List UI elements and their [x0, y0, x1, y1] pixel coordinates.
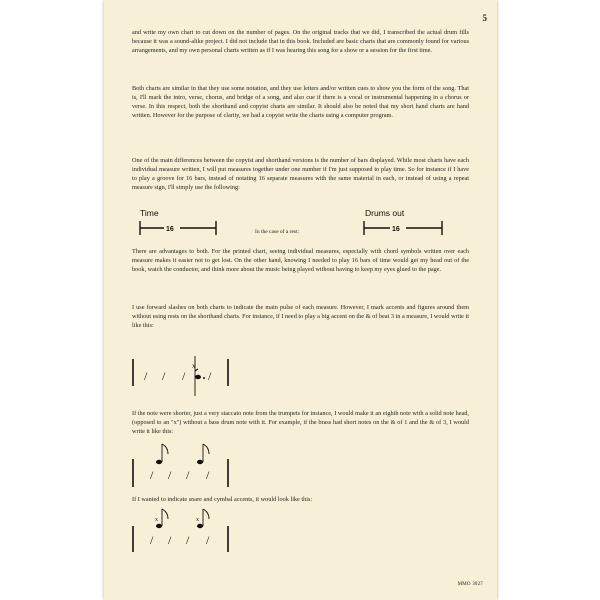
- snare-notehead: [156, 524, 162, 528]
- book-page: [104, 0, 497, 600]
- multi-measure-examples: [128, 204, 473, 244]
- paragraph-2: Both charts are similar in that they use some notation, and they use letters and/or written cues to show you the form of the song. That is, I'll mark the intro, verse, chorus, and bridge of a song, and also cue if there is a vocal or instrumental happening in a chorus or verse. In this respect, both the shorthand and copyist charts are similar. It should also be noted that my short hand charts are hand written. However for the purpose of clarity, we had a copyist write the charts using a computer program.: [132, 85, 469, 119]
- slash-beat: /: [186, 533, 190, 547]
- time-label: Time: [140, 208, 159, 218]
- slash-beat: /: [206, 468, 210, 482]
- slash-beat: /: [182, 369, 186, 383]
- slash-beat: /: [186, 468, 190, 482]
- paragraph-7: If I wanted to indicate snare and cymbal accents, it would look like this:: [132, 496, 313, 503]
- dot: [203, 377, 205, 379]
- slash-beat: /: [168, 468, 172, 482]
- rest-bar-count: 16: [392, 226, 400, 233]
- paragraph-3: One of the main differences between the copyist and shorthand versions is the number of bars displayed. While most charts have each individual measure written, I will put measures together under one number if I'm just supposed to play time. So for instance if I have to play a groove for 16 bars, instead of notating 16 separate measures with the same material in each, or instead of using a repeat measure sign, I'll simply use the following:: [132, 157, 469, 191]
- catalog-footer: MMO 3027: [457, 582, 483, 587]
- page-number: 5: [482, 13, 487, 23]
- time-bar-count: 16: [166, 226, 174, 233]
- x-notehead: x: [192, 362, 196, 370]
- drums-out-label: Drums out: [365, 208, 405, 218]
- eighth-notehead: [156, 460, 162, 464]
- note-flag: [162, 509, 168, 519]
- note-flag: [162, 444, 168, 454]
- slash-beat: /: [168, 533, 172, 547]
- note-flag: [203, 509, 209, 519]
- slash-beat: /: [144, 369, 148, 383]
- cymbal-x-notehead: x: [196, 517, 199, 523]
- snare-cymbal-example-notation: [128, 504, 258, 554]
- slash-beat: /: [150, 468, 154, 482]
- note-flag: [203, 444, 209, 454]
- rest-caption: In the case of a rest:: [255, 229, 300, 235]
- paragraph-1: and write my own chart to cut down on the number of pages. On the original tracks that we did, I transcribed the actual drum fills because it was a sound-alike project. I did not include that in this book. Included are basic charts that are commonly found for various arrangements, and my own personal charts written as if I was hearing this song for a show or a session for the first time.: [132, 29, 469, 54]
- slash-beat: /: [206, 533, 210, 547]
- slash-beat: /: [208, 369, 212, 383]
- paragraph-4: There are advantages to both. For the printed chart, seeing individual measures, especially with chord symbols written over each measure makes it easier not to get lost. On the other hand, knowing I needed to play 16 bars of time would get my head out of the book, watch the conductor, and think more about the music being played without having to keep my eyes glued to the page.: [132, 248, 469, 273]
- paragraph-6: If the note were shorter, just a very staccato note from the trumpets for instance, I would make it an eighth note with a solid note head, (opposed to an "x") without a bass drum note with it. For example, if the brass had short notes on the & of 1 and the & of 3, I would write it like this:: [132, 410, 469, 435]
- accent-example-notation: [128, 342, 258, 402]
- eighth-notehead: [197, 460, 203, 464]
- cymbal-x-notehead: x: [155, 517, 158, 523]
- slash-beat: /: [162, 369, 166, 383]
- snare-notehead: [197, 524, 203, 528]
- slash-beat: /: [150, 533, 154, 547]
- staccato-example-notation: [128, 437, 258, 487]
- paragraph-5: I use forward slashes on both charts to indicate the main pulse of each measure. However, I mark accents and figures around them without using rests on the shorthand charts. For instance, if I need to play a big accent on the & of beat 3 in a measure, I would write it like this:: [132, 304, 469, 329]
- bass-drum-notehead: [195, 375, 201, 379]
